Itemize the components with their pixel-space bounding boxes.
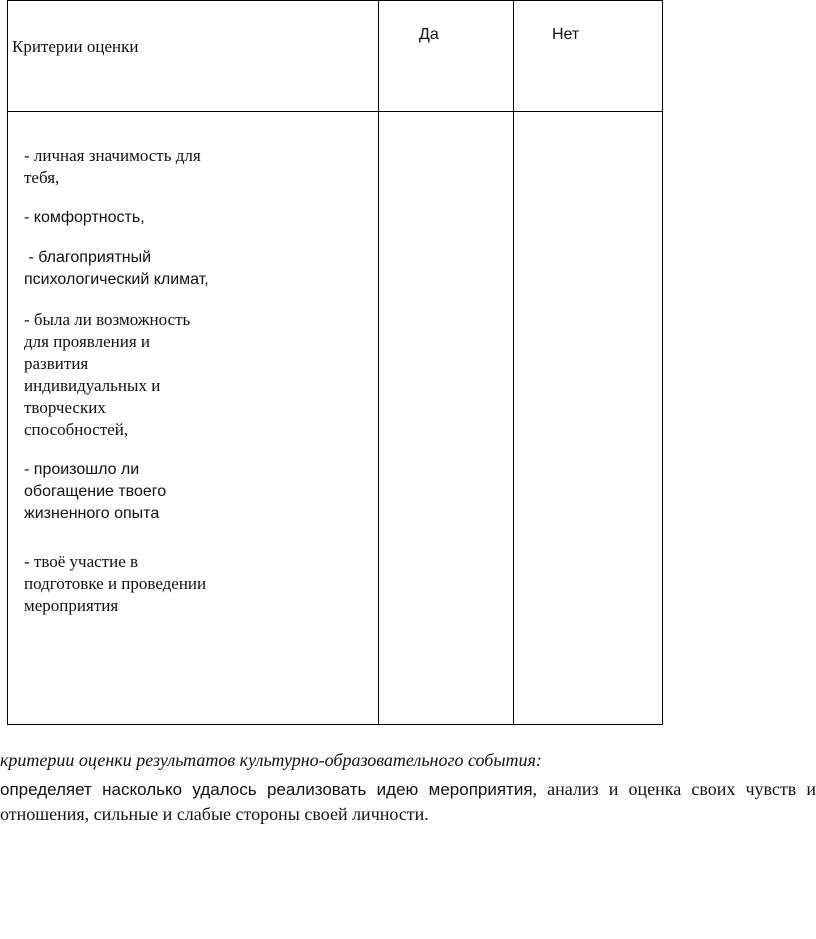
paragraph-rest: , анализ и оценка своих чувств и отношения, сильные и слабые стороны своей личности. [0, 779, 816, 824]
criteria-list [24, 145, 214, 617]
criteria-table [7, 0, 663, 725]
header-row-divider [8, 111, 662, 112]
column-divider-no [513, 1, 514, 724]
results-caption: критерии оценки результатов культурно-образовательного события: [0, 750, 542, 770]
criterion-climate: - благоприятный психологический климат, [24, 249, 209, 288]
criterion-experience: - произошло ли обогащение твоего жизненного опыта [24, 461, 167, 522]
paragraph-lead: определяет насколько удалось реализовать идею мероприятия [0, 780, 533, 799]
criterion-comfort: - комфортность, [24, 209, 145, 226]
header-criteria: Критерии оценки [12, 37, 139, 56]
column-divider-yes [378, 1, 379, 724]
header-yes: Да [419, 26, 439, 43]
criterion-significance: - личная значимость для тебя, [24, 146, 201, 187]
criterion-abilities: - была ли возможность для проявления и развития индивидуальных и творческих способностей, [24, 310, 191, 439]
results-paragraph [0, 777, 816, 827]
criterion-participation: - твоё участие в подготовке и проведении мероприятия [24, 552, 207, 615]
header-no: Нет [552, 26, 580, 43]
